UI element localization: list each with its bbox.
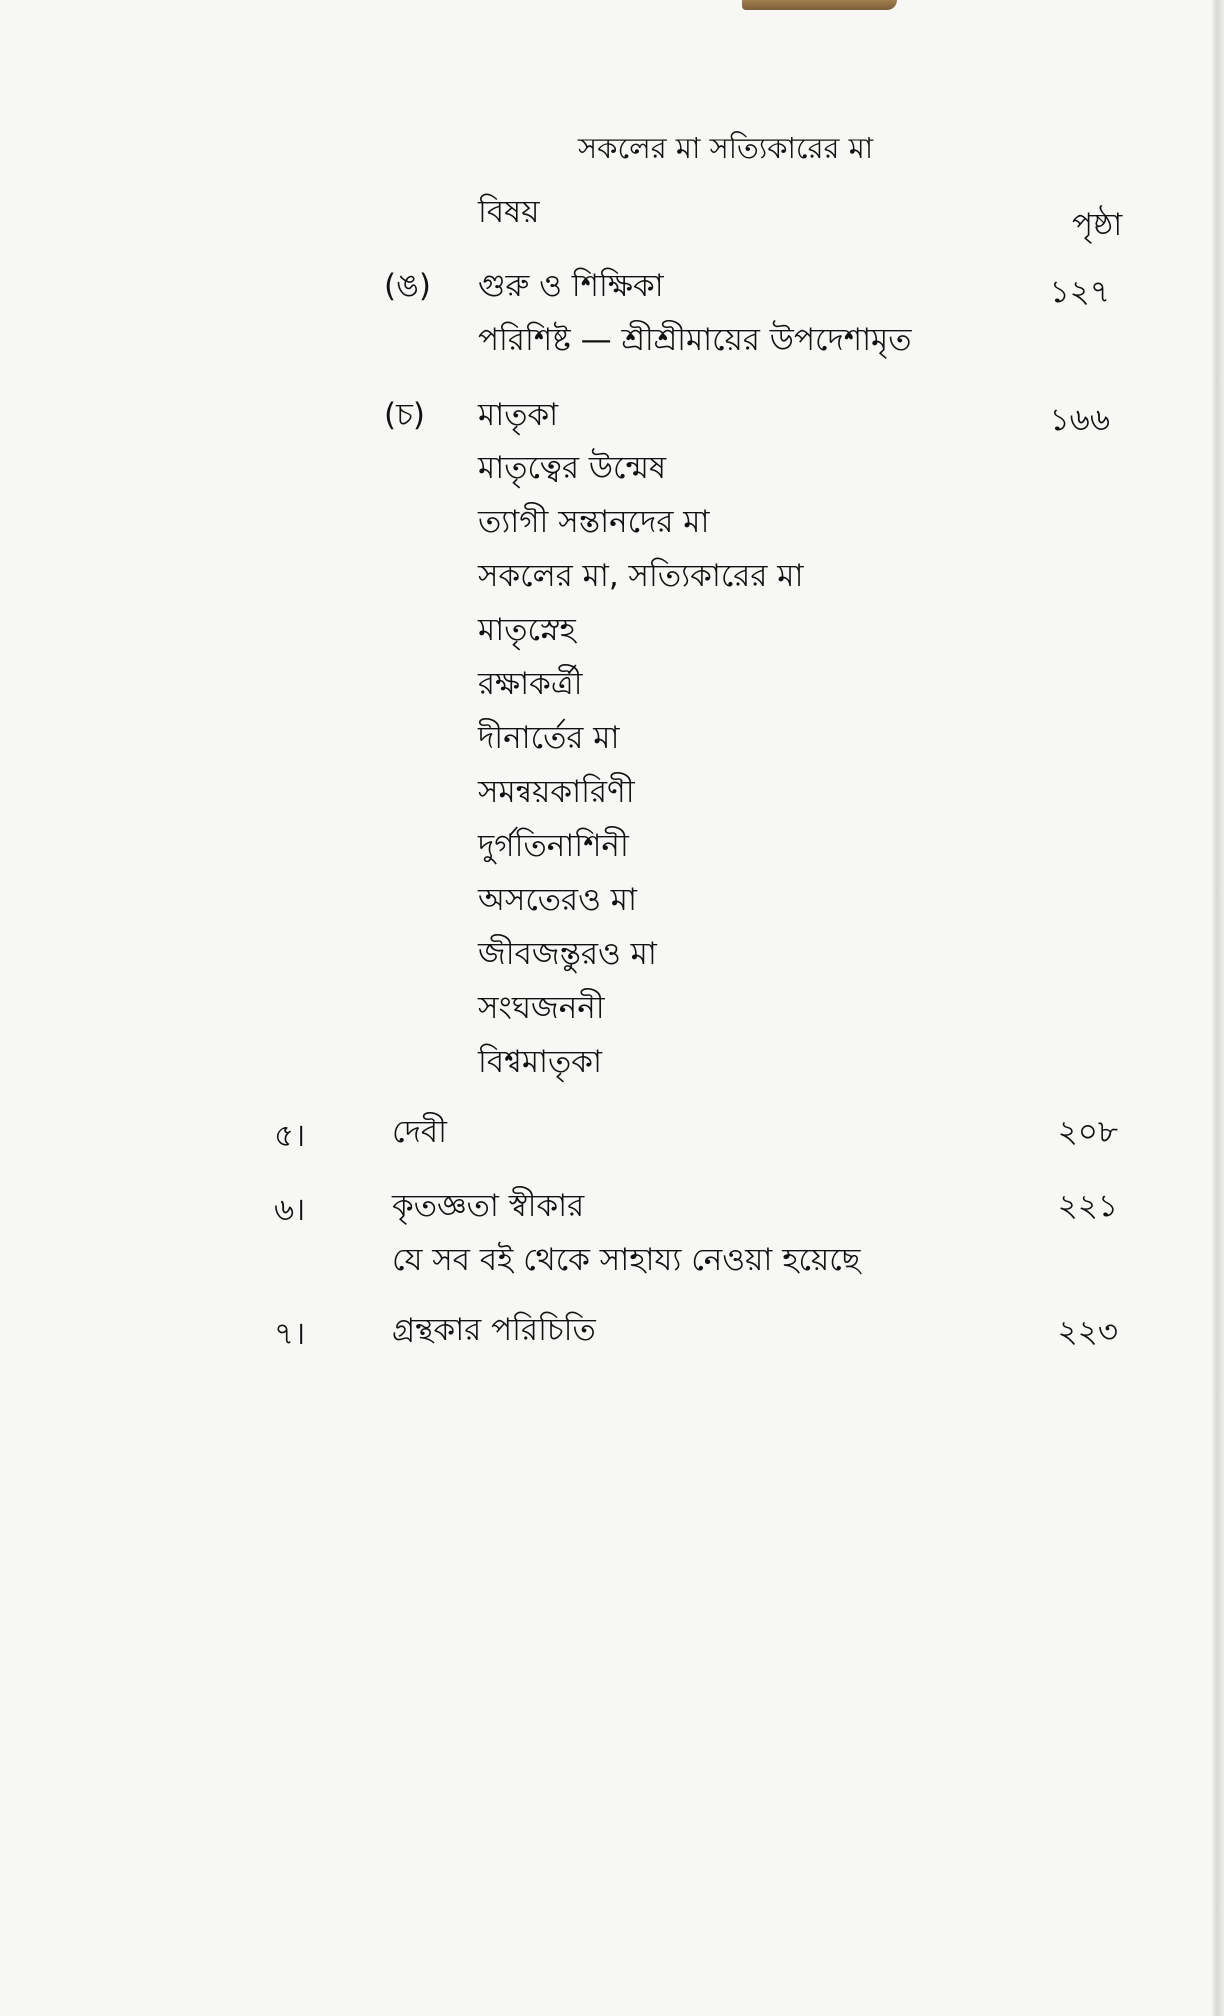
page-number: ১৬৬ [1049,402,1110,438]
entry-subtitle: যে সব বই থেকে সাহায্য নেওয়া হয়েছে [392,1242,861,1278]
chapter-number: ৫। [274,1118,306,1154]
page-number: ২২৩ [1057,1314,1118,1350]
subentry: সকলের মা, সত্যিকারের মা [478,558,804,594]
page-number: ২০৮ [1057,1114,1118,1150]
subentry: ত্যাগী সন্তানদের মা [478,504,710,540]
page-right-edge [1212,0,1224,2016]
page-number: ২২১ [1057,1188,1118,1224]
subentry: মাতৃস্নেহ [478,612,576,648]
subentry: দুর্গতিনাশিনী [478,828,629,864]
page-column-header: পৃষ্ঠা [1072,207,1123,243]
subentry: দীনার্তের মা [478,720,620,756]
entry-title: কৃতজ্ঞতা স্বীকার [392,1188,585,1224]
entry-title: মাতৃকা [478,397,559,433]
subentry: সমন্বয়কারিণী [478,774,635,810]
subentry: সংঘজননী [478,990,605,1026]
subentry: রক্ষাকর্ত্রী [478,666,583,702]
page-top-edge [742,0,897,10]
entry-title: দেবী [392,1114,447,1150]
section-marker: (ঙ) [384,268,431,304]
subentry: জীবজন্তুরও মা [478,936,657,972]
subentry: অসতেরও মা [478,882,637,918]
chapter-number: ৭। [274,1316,306,1352]
entry-subtitle: পরিশিষ্ট — শ্রীশ্রীমায়ের উপদেশামৃত [478,322,912,358]
entry-title: গুরু ও শিক্ষিকা [478,268,664,304]
entry-title: গ্রন্থকার পরিচিতি [392,1312,596,1348]
running-header: সকলের মা সত্যিকারের মা [578,131,874,165]
subentry: মাতৃত্বের উন্মেষ [478,450,667,486]
section-marker: (চ) [384,397,425,433]
subject-column-header: বিষয় [478,194,540,230]
chapter-number: ৬। [274,1192,306,1228]
subentry: বিশ্বমাতৃকা [478,1044,602,1080]
page-number: ১২৭ [1049,274,1110,310]
